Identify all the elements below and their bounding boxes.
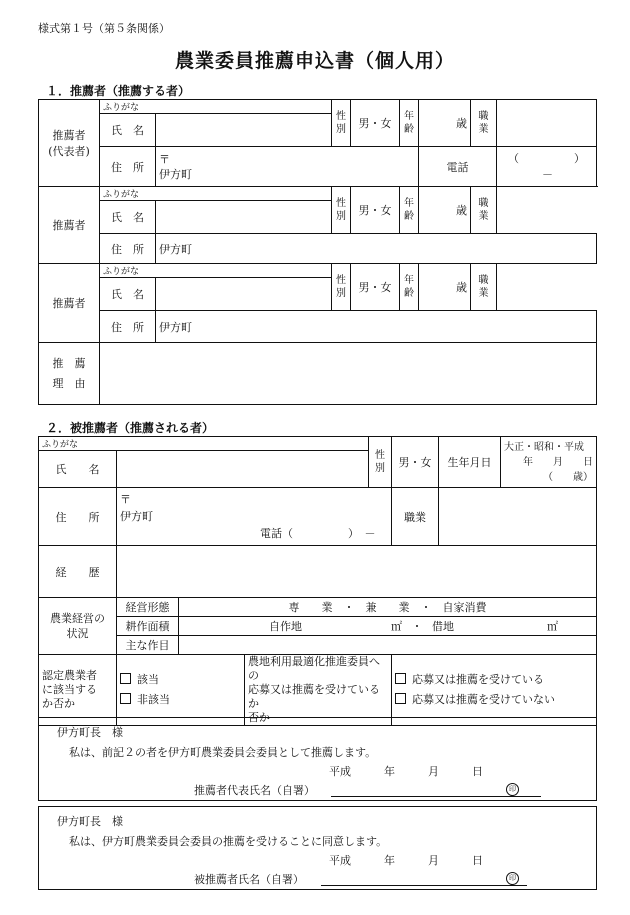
address-input-1[interactable]: 〒 伊方町 [156, 147, 419, 187]
block2-date[interactable]: 平成 年 月 日 [329, 854, 483, 867]
recommender-label-3: 推薦者 [39, 264, 100, 343]
age-value[interactable]: 歳 [419, 100, 471, 147]
address-label: 住 所 [100, 147, 156, 187]
checkbox-icon[interactable] [395, 673, 406, 684]
name-label: 氏 名 [100, 114, 156, 147]
address-input-2[interactable]: 伊方町 [156, 234, 597, 264]
address-label: 住 所 [100, 311, 156, 343]
phone-label: 電話 [419, 147, 497, 187]
furigana-label: ふりがな [100, 264, 156, 278]
age-value[interactable]: 歳 [419, 187, 471, 234]
section1-heading: １．推薦者（推薦する者） [46, 84, 191, 98]
name-label: 氏 名 [100, 201, 156, 234]
nominee-name-label: 氏 名 [39, 451, 117, 488]
block1-date[interactable]: 平成 年 月 日 [329, 765, 483, 778]
area-label: 耕作面積 [117, 617, 179, 636]
checkbox-icon[interactable] [395, 693, 406, 704]
age-label: 年齢 [400, 187, 419, 234]
recommendation-block [38, 717, 597, 801]
farm-status-label: 農業経営の 状況 [39, 598, 117, 655]
main-crop-input[interactable] [179, 636, 597, 655]
block1-signature-line[interactable] [331, 782, 541, 797]
area-value[interactable]: 自作地 ㎡ ・ 借地 ㎡ [179, 617, 597, 636]
age-value[interactable]: 歳 [419, 264, 471, 311]
nominee-address-label: 住 所 [39, 488, 117, 546]
block1-signer-label: 推薦者代表氏名（自署） [194, 784, 315, 797]
nominee-furigana-input[interactable] [179, 437, 369, 451]
furigana-input-2[interactable] [156, 187, 332, 201]
nominee-occupation-input[interactable] [439, 488, 597, 546]
block2-addressee: 伊方町長 様 [57, 815, 123, 828]
seal-icon: 印 [506, 872, 519, 885]
reason-input[interactable] [100, 343, 597, 405]
mgmt-type-label: 経営形態 [117, 598, 179, 617]
block2-signature-line[interactable] [321, 871, 527, 886]
occupation-input-1[interactable] [497, 100, 597, 147]
career-input[interactable] [117, 546, 597, 598]
rep-label: 推薦者 (代表者) [39, 100, 100, 187]
furigana-input-3[interactable] [156, 264, 332, 278]
sex-value[interactable]: 男・女 [351, 187, 400, 234]
promoter-receiving[interactable]: 応募又は推薦を受けている [395, 670, 593, 690]
certified-not-applicable[interactable]: 非該当 [120, 690, 241, 710]
section2-heading: ２．被推薦者（推薦される者） [46, 421, 215, 435]
checkbox-icon[interactable] [120, 673, 131, 684]
address-input-3[interactable]: 伊方町 [156, 311, 597, 343]
certified-label: 認定農業者 に該当する か否か [39, 655, 117, 726]
promoter-question: 農地利用最適化推進委員への 応募又は推薦を受けているか 否か [245, 655, 392, 726]
certified-options [117, 655, 245, 726]
nominee-occupation-label: 職業 [392, 488, 439, 546]
name-label: 氏 名 [100, 278, 156, 311]
checkbox-icon[interactable] [120, 693, 131, 704]
nominee-address-input[interactable]: 〒 伊方町 電話（ ） － [117, 488, 392, 546]
career-label: 経 歴 [39, 546, 117, 598]
dob-input[interactable]: 大正・昭和・平成 年 月 日 （ 歳） [501, 437, 597, 488]
name-input-2[interactable] [156, 201, 332, 234]
block2-signer-label: 被推薦者氏名（自署） [194, 873, 304, 886]
promoter-options [392, 655, 597, 726]
sex-label: 性別 [332, 264, 351, 311]
nominee-name-input[interactable] [117, 451, 369, 488]
sex-value[interactable]: 男・女 [392, 437, 439, 488]
block2-statement: 私は、伊方町農業委員会委員の推薦を受けることに同意します。 [69, 835, 388, 848]
sex-value[interactable]: 男・女 [351, 264, 400, 311]
recommender-table [38, 99, 597, 405]
page-title: 農業委員推薦申込書（個人用） [174, 50, 455, 72]
certified-applicable[interactable]: 該当 [120, 670, 241, 690]
name-input-1[interactable] [156, 114, 332, 147]
promoter-not-receiving[interactable]: 応募又は推薦を受けていない [395, 690, 593, 710]
main-crop-label: 主な作目 [117, 636, 179, 655]
nominee-table [38, 436, 597, 726]
seal-icon: 印 [506, 783, 519, 796]
occupation-label: 職業 [471, 187, 497, 234]
form-number: 様式第１号（第５条関係） [38, 22, 170, 35]
furigana-label: ふりがな [100, 187, 156, 201]
address-label: 住 所 [100, 234, 156, 264]
age-label: 年齢 [400, 100, 419, 147]
sex-label: 性別 [369, 437, 392, 488]
furigana-input-1[interactable] [156, 100, 332, 114]
block1-statement: 私は、前記２の者を伊方町農業委員会委員として推薦します。 [69, 746, 377, 759]
recommender-label-2: 推薦者 [39, 187, 100, 264]
name-input-3[interactable] [156, 278, 332, 311]
mgmt-type-value[interactable]: 専 業 ・ 兼 業 ・ 自家消費 [179, 598, 597, 617]
furigana-label: ふりがな [100, 100, 156, 114]
occupation-input-2[interactable] [497, 187, 597, 234]
reason-label: 推 薦 理 由 [39, 343, 100, 405]
block1-addressee: 伊方町長 様 [57, 726, 123, 739]
furigana-label: ふりがな [39, 437, 179, 451]
sex-label: 性別 [332, 187, 351, 234]
occupation-label: 職業 [471, 100, 497, 147]
dob-label: 生年月日 [439, 437, 501, 488]
age-label: 年齢 [400, 264, 419, 311]
sex-label: 性別 [332, 100, 351, 147]
sex-value[interactable]: 男・女 [351, 100, 400, 147]
occupation-label: 職業 [471, 264, 497, 311]
occupation-input-3[interactable] [497, 264, 597, 311]
consent-block [38, 806, 597, 890]
phone-input-1[interactable]: （ ） － [497, 147, 597, 187]
